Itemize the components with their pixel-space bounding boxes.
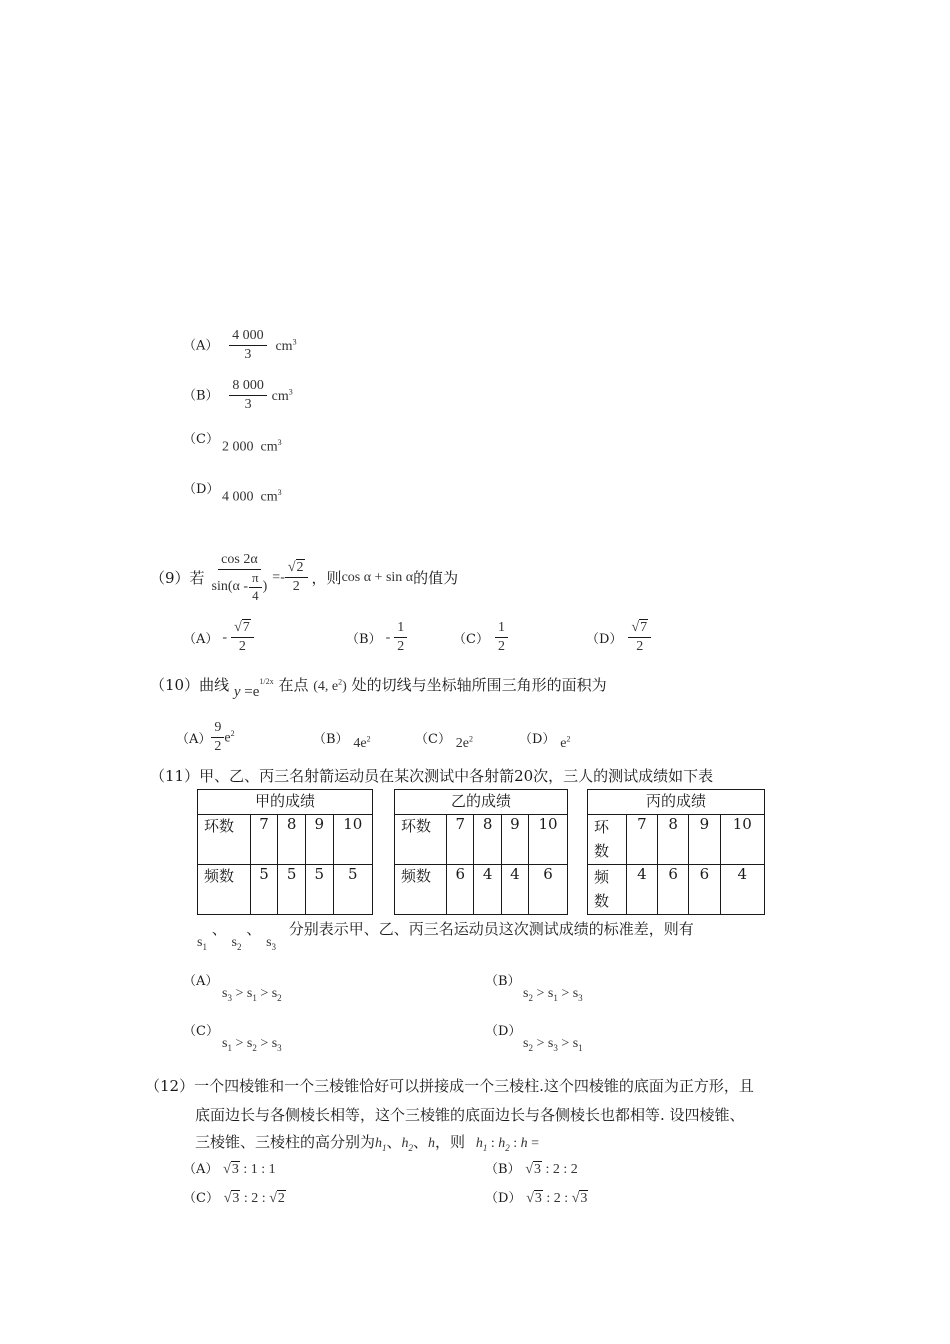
q11-option-b-value: $s_2 > s_1 > s_3$ [523,986,583,1003]
row-label: 环 数 [588,815,627,865]
q11-option-d-value: $s_2 > s_3 > s_1$ [523,1036,583,1053]
q9-option-b: （B） - $\frac{1}{2}$ [346,620,407,655]
q11-option-d: （D） [485,1024,522,1039]
option-label: （B） [183,388,219,404]
option-label: （D） [183,482,220,497]
q9-rhs-fraction: $\frac{√2}{2}$ [285,560,308,595]
q11-option-c-value: $s_1 > s_2 > s_3$ [222,1036,282,1053]
q12-option-a: （A） √3 : 1 : 1 [183,1162,276,1177]
q8-option-c-value: 2 000 $cm^3$ [222,438,282,455]
row-label: 环数 [198,815,251,865]
q9-option-a: （A） - $\frac{√7}{2}$ [183,620,254,655]
fraction: $\frac{4 000}{3}$ [229,328,267,363]
q12-line-3: 三棱锥、三棱柱的高分别为$h_1$、$h_2$、h，则 $h_1$ : $h_2$ : h = [195,1133,540,1153]
score-table-bing: 丙的成绩 环 数 7 8 9 10 频 数 4 6 6 4 [587,789,765,915]
q10-option-d: （D） $e^2$ [519,732,571,751]
q9-option-c: （C） $\frac{1}{2}$ [453,620,508,655]
row-label: 频数 [395,865,447,915]
row-label: 频数 [198,865,251,915]
q9-stem: （9）若 cos 2α sin(α - $\frac{\pi}{4}$ ) =- $\frac{√2}{2}$ ，则 cos α + sin α 的值为 [150,552,459,604]
q12-line-1: （12）一个四棱锥和一个三棱锥恰好可以拼接成一个三棱柱.这个四棱锥的底面为正方形，且 [145,1077,754,1095]
score-table-jia: 甲的成绩 环数 7 8 9 10 频数 5 5 5 5 [197,789,373,915]
q10-option-c: （C） $2e^2$ [415,732,473,751]
q8-option-a: （A） $\frac{4 000}{3}$ $cm^3$ [183,328,297,363]
q8-option-d [183,478,219,497]
q11-option-a: （A） [183,974,219,989]
q8-option-b: （B） $\frac{8 000}{3}$ $cm^3$ [183,378,293,413]
option-label: （C） [183,432,219,447]
table-title: 乙的成绩 [395,790,568,815]
score-table-yi: 乙的成绩 环数 7 8 9 10 频数 6 4 4 6 [394,789,568,915]
q8-option-d-value: 4 000 $cm^3$ [222,488,282,505]
q8-option-c [183,428,219,447]
q11-option-c: （C） [183,1024,219,1039]
question-number: （9）若 [150,569,205,588]
q10-option-b: （B） $4e^2$ [313,732,371,751]
row-label: 环数 [395,815,447,865]
q12-line-2: 底面边长与各侧棱长相等，这个三棱锥的底面边长与各侧棱长也都相等. 设四棱锥、 [195,1106,745,1124]
fraction: $\frac{8 000}{3}$ [229,378,267,413]
q10-option-a: （A） $\frac{9}{2}$ $e^2$ [176,720,235,755]
q12-option-c: （C） √3 : 2 : √2 [183,1191,285,1206]
question-number: （10）曲线 [150,676,230,694]
q11-std-line: $s_1$ 、 $s_2$ 、 $s_3$ 分别表示甲、乙、丙三名运动员这次测试成绩的标准差，则有 [197,920,694,952]
q12-option-b: （B） √3 : 2 : 2 [485,1162,578,1177]
q9-lhs-fraction: cos 2α sin(α - $\frac{\pi}{4}$ ) [211,552,268,604]
q11-option-a-value: $s_3 > s_1 > s_2$ [222,986,282,1003]
option-label: （A） [183,338,219,354]
q12-option-d: （D） √3 : 2 : √3 [485,1191,588,1206]
q9-option-d: （D） $\frac{√7}{2}$ [586,620,651,655]
q11-option-b: （B） [485,974,521,989]
table-title: 丙的成绩 [588,790,765,815]
q11-stem: （11）甲、乙、丙三名射箭运动员在某次测试中各射箭20次，三人的测试成绩如下表 [150,767,714,785]
table-title: 甲的成绩 [198,790,373,815]
q10-stem: （10）曲线 $y =e^{1/2x}$ 在点 (4, $e^2$) 处的切线与坐标轴所围三角形的面积为 [150,676,607,700]
row-label: 频 数 [588,865,627,915]
